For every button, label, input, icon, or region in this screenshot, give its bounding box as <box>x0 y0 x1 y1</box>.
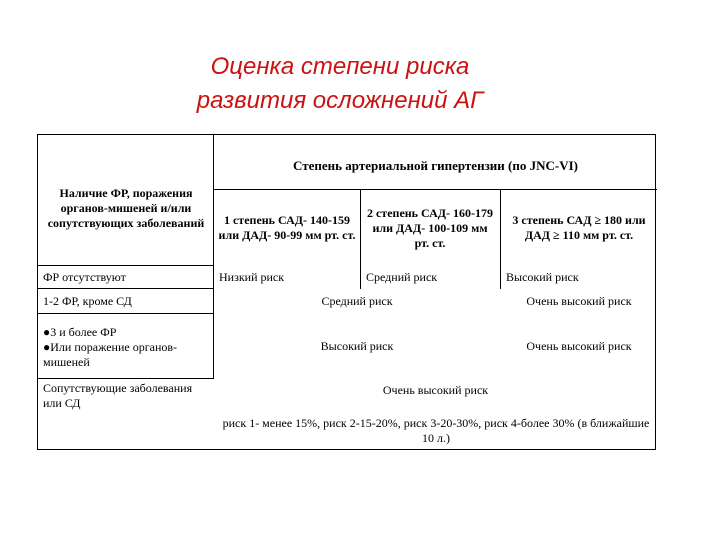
row-3-label: ●3 и более ФР ●Или поражение органов-мишеней <box>43 324 178 369</box>
row-1-degree-3: Высокий риск <box>506 269 579 284</box>
divider-row-3 <box>38 378 214 379</box>
row-2-degree-3: Очень высокий риск <box>526 293 632 308</box>
degree-3-header: 3 степень САД ≥ 180 или ДАД ≥ 110 мм рт. ст. <box>512 213 646 242</box>
degree-header: Степень артериальной гипертензии (по JNC-VI) <box>293 157 578 173</box>
risk-table <box>37 134 656 450</box>
row-1-degree-1: Низкий риск <box>219 269 285 284</box>
row-4-label: Сопутствующие заболевания или СД <box>43 381 193 410</box>
row-3-degree-3: Очень высокий риск <box>526 338 632 353</box>
divider-degree-header <box>213 189 657 190</box>
title-line-1: Оценка степени риска <box>210 53 470 80</box>
page-title <box>130 50 550 118</box>
row-1-degree-2: Средний риск <box>366 269 438 284</box>
title-line-2: развития осложнений АГ <box>196 87 484 114</box>
row-2-label: 1-2 ФР, кроме СД <box>43 293 132 308</box>
row-4-degree-1-3: Очень высокий риск <box>382 382 489 397</box>
footnote: риск 1- менее 15%, риск 2-15-20%, риск 3-20-30%, риск 4-более 30% (в ближайшие 10 л.) <box>222 416 650 445</box>
row-2-degree-1-2: Средний риск <box>321 293 393 308</box>
row-1-label: ФР отсутствуют <box>43 269 126 284</box>
divider-row-2 <box>38 313 214 314</box>
degree-2-header: 2 степень САД- 160-179 или ДАД- 100-109 мм рт. ст. <box>366 205 494 250</box>
factors-header: Наличие ФР, поражения органов-мишеней и/или сопутствующих заболеваний <box>47 185 205 230</box>
row-3-degree-1-2: Высокий риск <box>320 338 394 353</box>
degree-1-header: 1 степень САД- 140-159 или ДАД- 90-99 мм рт. ст. <box>218 213 356 242</box>
